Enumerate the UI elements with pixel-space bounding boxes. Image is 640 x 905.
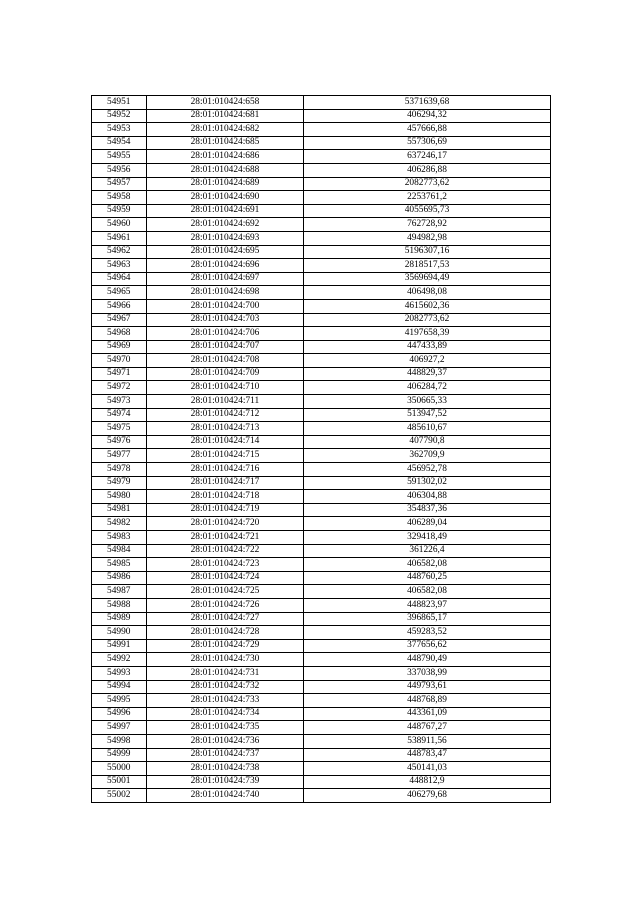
cadastral-value-cell: 557306,69: [304, 136, 551, 150]
cadastral-value-cell: 637246,17: [304, 150, 551, 164]
table-row: [92, 367, 551, 381]
row-number-cell: 54975: [92, 422, 147, 436]
table-row: [92, 231, 551, 245]
cadastral-number-cell: 28:01:010424:726: [147, 598, 304, 612]
cadastral-number-cell: 28:01:010424:689: [147, 177, 304, 191]
table-row: [92, 408, 551, 422]
table-row: [92, 123, 551, 137]
table-row: [92, 612, 551, 626]
row-number-cell: 54993: [92, 666, 147, 680]
table-row: [92, 775, 551, 789]
table-row: [92, 503, 551, 517]
row-number-cell: 54958: [92, 191, 147, 205]
cadastral-number-cell: 28:01:010424:714: [147, 435, 304, 449]
row-number-cell: 54956: [92, 163, 147, 177]
cadastral-number-cell: 28:01:010424:682: [147, 123, 304, 137]
cadastral-value-cell: 361226,4: [304, 544, 551, 558]
row-number-cell: 54980: [92, 490, 147, 504]
cadastral-number-cell: 28:01:010424:707: [147, 340, 304, 354]
table-row: [92, 694, 551, 708]
table-row: [92, 571, 551, 585]
row-number-cell: 54960: [92, 218, 147, 232]
row-number-cell: 54967: [92, 313, 147, 327]
cadastral-number-cell: 28:01:010424:681: [147, 109, 304, 123]
cadastral-number-cell: 28:01:010424:688: [147, 163, 304, 177]
table-row: [92, 259, 551, 273]
cadastral-number-cell: 28:01:010424:737: [147, 748, 304, 762]
cadastral-number-cell: 28:01:010424:719: [147, 503, 304, 517]
row-number-cell: 54996: [92, 707, 147, 721]
cadastral-number-cell: 28:01:010424:691: [147, 204, 304, 218]
cadastral-value-cell: 2818517,53: [304, 259, 551, 273]
cadastral-value-table: [91, 95, 551, 803]
cadastral-value-cell: 457666,88: [304, 123, 551, 137]
cadastral-value-cell: 448760,25: [304, 571, 551, 585]
cadastral-value-cell: 377656,62: [304, 639, 551, 653]
cadastral-value-cell: 447433,89: [304, 340, 551, 354]
row-number-cell: 54992: [92, 653, 147, 667]
row-number-cell: 54954: [92, 136, 147, 150]
row-number-cell: 54957: [92, 177, 147, 191]
cadastral-number-cell: 28:01:010424:709: [147, 367, 304, 381]
cadastral-number-cell: 28:01:010424:724: [147, 571, 304, 585]
table-row: [92, 381, 551, 395]
cadastral-value-cell: 494982,98: [304, 231, 551, 245]
table-row: [92, 639, 551, 653]
table-row: [92, 163, 551, 177]
table-row: [92, 272, 551, 286]
cadastral-number-cell: 28:01:010424:686: [147, 150, 304, 164]
cadastral-value-cell: 450141,03: [304, 762, 551, 776]
row-number-cell: 54983: [92, 531, 147, 545]
table-row: [92, 354, 551, 368]
row-number-cell: 54994: [92, 680, 147, 694]
row-number-cell: 54953: [92, 123, 147, 137]
cadastral-number-cell: 28:01:010424:729: [147, 639, 304, 653]
cadastral-value-cell: 448783,47: [304, 748, 551, 762]
cadastral-number-cell: 28:01:010424:734: [147, 707, 304, 721]
row-number-cell: 54989: [92, 612, 147, 626]
cadastral-value-cell: 2082773,62: [304, 313, 551, 327]
cadastral-value-cell: 456952,78: [304, 463, 551, 477]
cadastral-number-cell: 28:01:010424:692: [147, 218, 304, 232]
cadastral-number-cell: 28:01:010424:738: [147, 762, 304, 776]
table-row: [92, 531, 551, 545]
table-row: [92, 544, 551, 558]
table-body: [92, 96, 551, 803]
cadastral-value-cell: 5196307,16: [304, 245, 551, 259]
row-number-cell: 54962: [92, 245, 147, 259]
cadastral-value-cell: 448767,27: [304, 721, 551, 735]
table-row: [92, 721, 551, 735]
table-row: [92, 395, 551, 409]
table-row: [92, 626, 551, 640]
cadastral-value-cell: 396865,17: [304, 612, 551, 626]
table-row: [92, 204, 551, 218]
row-number-cell: 54965: [92, 286, 147, 300]
row-number-cell: 54971: [92, 367, 147, 381]
cadastral-number-cell: 28:01:010424:736: [147, 734, 304, 748]
row-number-cell: 54995: [92, 694, 147, 708]
cadastral-value-cell: 406498,08: [304, 286, 551, 300]
row-number-cell: 55000: [92, 762, 147, 776]
table-row: [92, 449, 551, 463]
cadastral-number-cell: 28:01:010424:723: [147, 558, 304, 572]
table-row: [92, 299, 551, 313]
cadastral-number-cell: 28:01:010424:728: [147, 626, 304, 640]
row-number-cell: 55002: [92, 789, 147, 803]
cadastral-value-cell: 406582,08: [304, 558, 551, 572]
row-number-cell: 54981: [92, 503, 147, 517]
table-row: [92, 476, 551, 490]
cadastral-number-cell: 28:01:010424:700: [147, 299, 304, 313]
cadastral-number-cell: 28:01:010424:735: [147, 721, 304, 735]
cadastral-value-cell: 329418,49: [304, 531, 551, 545]
row-number-cell: 54963: [92, 259, 147, 273]
cadastral-number-cell: 28:01:010424:721: [147, 531, 304, 545]
cadastral-value-cell: 2253761,2: [304, 191, 551, 205]
cadastral-value-cell: 406289,04: [304, 517, 551, 531]
cadastral-value-cell: 448829,37: [304, 367, 551, 381]
table-row: [92, 734, 551, 748]
cadastral-number-cell: 28:01:010424:740: [147, 789, 304, 803]
table-row: [92, 653, 551, 667]
cadastral-value-cell: 4197658,39: [304, 327, 551, 341]
cadastral-number-cell: 28:01:010424:718: [147, 490, 304, 504]
cadastral-value-cell: 406927,2: [304, 354, 551, 368]
cadastral-number-cell: 28:01:010424:731: [147, 666, 304, 680]
table-row: [92, 313, 551, 327]
row-number-cell: 54970: [92, 354, 147, 368]
cadastral-number-cell: 28:01:010424:685: [147, 136, 304, 150]
cadastral-value-cell: 538911,56: [304, 734, 551, 748]
row-number-cell: 54973: [92, 395, 147, 409]
cadastral-number-cell: 28:01:010424:733: [147, 694, 304, 708]
cadastral-number-cell: 28:01:010424:713: [147, 422, 304, 436]
table-row: [92, 327, 551, 341]
table-row: [92, 666, 551, 680]
table-row: [92, 340, 551, 354]
row-number-cell: 54988: [92, 598, 147, 612]
table-row: [92, 707, 551, 721]
row-number-cell: 54964: [92, 272, 147, 286]
table-row: [92, 680, 551, 694]
row-number-cell: 54966: [92, 299, 147, 313]
table-row: [92, 585, 551, 599]
cadastral-value-cell: 443361,09: [304, 707, 551, 721]
cadastral-number-cell: 28:01:010424:739: [147, 775, 304, 789]
table-row: [92, 177, 551, 191]
row-number-cell: 54978: [92, 463, 147, 477]
cadastral-value-cell: 4055695,73: [304, 204, 551, 218]
cadastral-number-cell: 28:01:010424:720: [147, 517, 304, 531]
cadastral-value-cell: 762728,92: [304, 218, 551, 232]
table-row: [92, 136, 551, 150]
cadastral-number-cell: 28:01:010424:716: [147, 463, 304, 477]
cadastral-number-cell: 28:01:010424:690: [147, 191, 304, 205]
cadastral-number-cell: 28:01:010424:722: [147, 544, 304, 558]
cadastral-value-cell: 406284,72: [304, 381, 551, 395]
table-row: [92, 558, 551, 572]
cadastral-value-cell: 406582,08: [304, 585, 551, 599]
cadastral-value-cell: 406286,88: [304, 163, 551, 177]
cadastral-value-cell: 3569694,49: [304, 272, 551, 286]
row-number-cell: 54961: [92, 231, 147, 245]
cadastral-number-cell: 28:01:010424:696: [147, 259, 304, 273]
cadastral-number-cell: 28:01:010424:698: [147, 286, 304, 300]
table-row: [92, 598, 551, 612]
row-number-cell: 54997: [92, 721, 147, 735]
cadastral-value-cell: 350665,33: [304, 395, 551, 409]
cadastral-number-cell: 28:01:010424:715: [147, 449, 304, 463]
cadastral-value-cell: 407790,8: [304, 435, 551, 449]
row-number-cell: 54998: [92, 734, 147, 748]
cadastral-value-cell: 513947,52: [304, 408, 551, 422]
cadastral-value-cell: 5371639,68: [304, 96, 551, 110]
row-number-cell: 54952: [92, 109, 147, 123]
row-number-cell: 54982: [92, 517, 147, 531]
table-row: [92, 517, 551, 531]
cadastral-number-cell: 28:01:010424:658: [147, 96, 304, 110]
row-number-cell: 54999: [92, 748, 147, 762]
row-number-cell: 54977: [92, 449, 147, 463]
table-row: [92, 191, 551, 205]
cadastral-value-cell: 448768,89: [304, 694, 551, 708]
cadastral-number-cell: 28:01:010424:732: [147, 680, 304, 694]
table-row: [92, 422, 551, 436]
table-row: [92, 463, 551, 477]
table-row: [92, 789, 551, 803]
table-row: [92, 435, 551, 449]
cadastral-number-cell: 28:01:010424:706: [147, 327, 304, 341]
row-number-cell: 54951: [92, 96, 147, 110]
row-number-cell: 54972: [92, 381, 147, 395]
cadastral-value-cell: 406294,32: [304, 109, 551, 123]
cadastral-value-cell: 448812,9: [304, 775, 551, 789]
cadastral-value-cell: 449793,61: [304, 680, 551, 694]
cadastral-value-cell: 591302,02: [304, 476, 551, 490]
table-row: [92, 218, 551, 232]
row-number-cell: 54969: [92, 340, 147, 354]
row-number-cell: 54979: [92, 476, 147, 490]
table-row: [92, 286, 551, 300]
row-number-cell: 54976: [92, 435, 147, 449]
cadastral-number-cell: 28:01:010424:725: [147, 585, 304, 599]
cadastral-value-cell: 448823,97: [304, 598, 551, 612]
row-number-cell: 54984: [92, 544, 147, 558]
row-number-cell: 54987: [92, 585, 147, 599]
cadastral-number-cell: 28:01:010424:712: [147, 408, 304, 422]
table-row: [92, 762, 551, 776]
cadastral-value-cell: 448790,49: [304, 653, 551, 667]
row-number-cell: 54968: [92, 327, 147, 341]
table-row: [92, 245, 551, 259]
cadastral-value-cell: 2082773,62: [304, 177, 551, 191]
table-row: [92, 150, 551, 164]
cadastral-number-cell: 28:01:010424:727: [147, 612, 304, 626]
row-number-cell: 54990: [92, 626, 147, 640]
cadastral-value-cell: 406304,88: [304, 490, 551, 504]
cadastral-value-cell: 485610,67: [304, 422, 551, 436]
cadastral-value-cell: 362709,9: [304, 449, 551, 463]
row-number-cell: 54986: [92, 571, 147, 585]
cadastral-number-cell: 28:01:010424:711: [147, 395, 304, 409]
table-row: [92, 109, 551, 123]
cadastral-value-cell: 406279,68: [304, 789, 551, 803]
table-row: [92, 748, 551, 762]
cadastral-number-cell: 28:01:010424:695: [147, 245, 304, 259]
cadastral-number-cell: 28:01:010424:697: [147, 272, 304, 286]
row-number-cell: 54985: [92, 558, 147, 572]
cadastral-number-cell: 28:01:010424:730: [147, 653, 304, 667]
cadastral-value-cell: 337038,99: [304, 666, 551, 680]
cadastral-number-cell: 28:01:010424:693: [147, 231, 304, 245]
cadastral-number-cell: 28:01:010424:708: [147, 354, 304, 368]
cadastral-value-cell: 4615602,36: [304, 299, 551, 313]
row-number-cell: 54974: [92, 408, 147, 422]
row-number-cell: 54955: [92, 150, 147, 164]
table-row: [92, 96, 551, 110]
row-number-cell: 54959: [92, 204, 147, 218]
cadastral-value-cell: 354837,36: [304, 503, 551, 517]
cadastral-value-cell: 459283,52: [304, 626, 551, 640]
table-row: [92, 490, 551, 504]
cadastral-number-cell: 28:01:010424:710: [147, 381, 304, 395]
cadastral-number-cell: 28:01:010424:703: [147, 313, 304, 327]
row-number-cell: 55001: [92, 775, 147, 789]
cadastral-number-cell: 28:01:010424:717: [147, 476, 304, 490]
row-number-cell: 54991: [92, 639, 147, 653]
